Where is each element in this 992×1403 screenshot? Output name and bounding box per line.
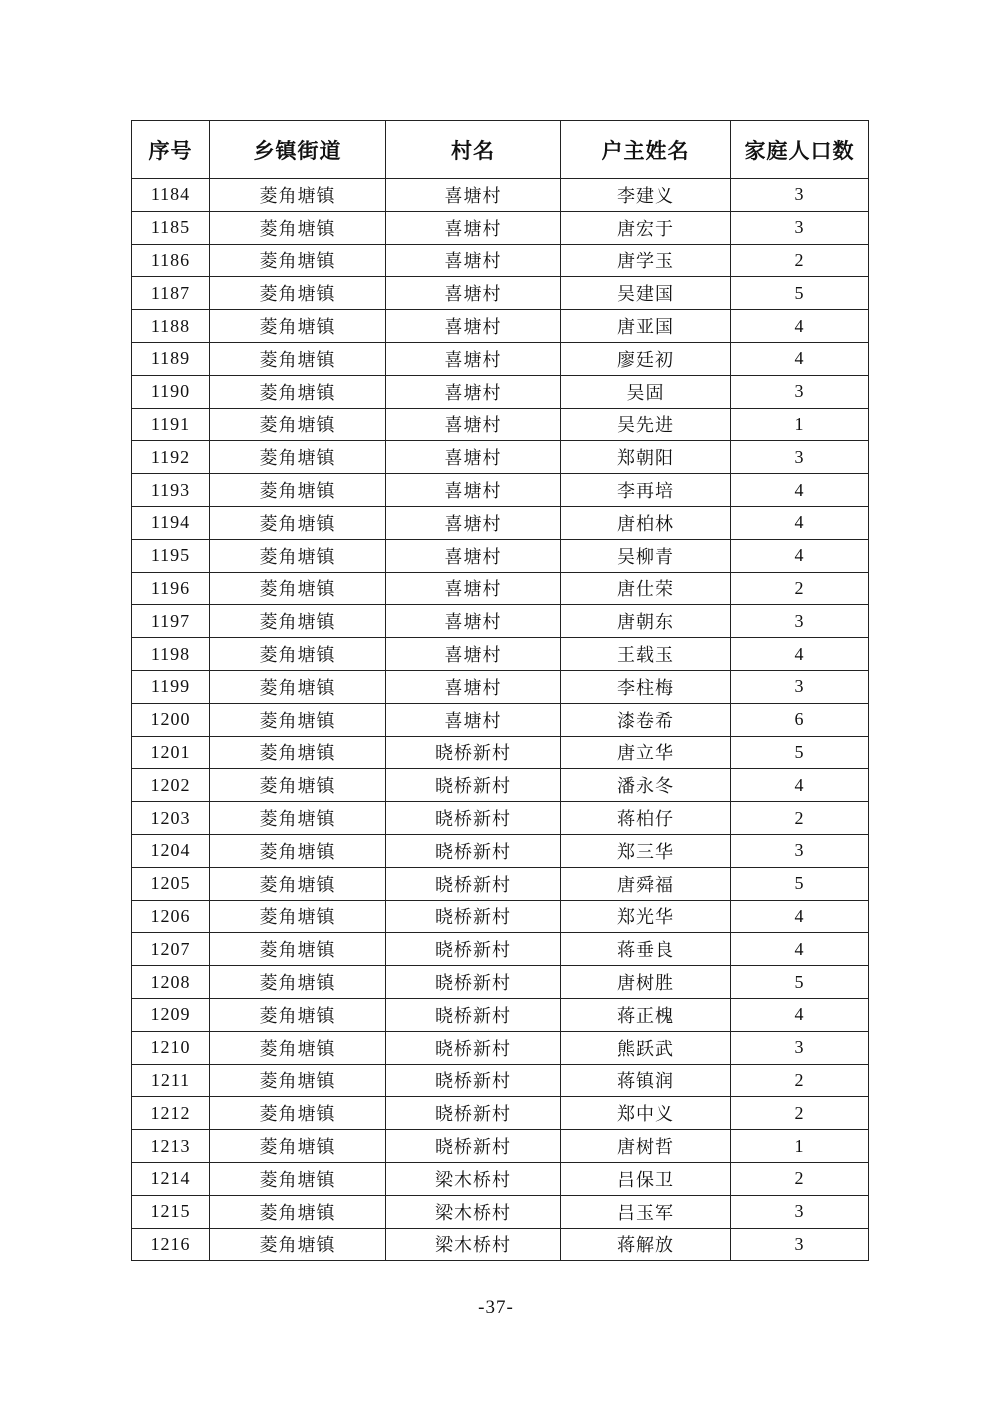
cell-household-head: 唐树胜: [561, 966, 731, 999]
cell-household-size: 4: [731, 506, 869, 539]
table-row: [132, 179, 869, 212]
cell-township: 菱角塘镇: [210, 1228, 386, 1261]
cell-village: 喜塘村: [386, 605, 561, 638]
cell-village: 晓桥新村: [386, 900, 561, 933]
cell-household-head: 吕玉军: [561, 1195, 731, 1228]
cell-village: 梁木桥村: [386, 1195, 561, 1228]
cell-household-size: 5: [731, 277, 869, 310]
cell-township: 菱角塘镇: [210, 211, 386, 244]
table-header-row: [132, 121, 869, 179]
cell-village: 晓桥新村: [386, 1097, 561, 1130]
cell-household-head: 潘永冬: [561, 769, 731, 802]
cell-township: 菱角塘镇: [210, 998, 386, 1031]
table-row: [132, 900, 869, 933]
table-row: [132, 375, 869, 408]
page-number: -37-: [478, 1297, 514, 1318]
cell-serial-number: 1194: [132, 506, 210, 539]
cell-village: 晓桥新村: [386, 1130, 561, 1163]
cell-township: 菱角塘镇: [210, 1195, 386, 1228]
cell-village: 喜塘村: [386, 703, 561, 736]
table-row: [132, 638, 869, 671]
table-row: [132, 769, 869, 802]
table-row: [132, 966, 869, 999]
cell-household-size: 4: [731, 933, 869, 966]
header-serial-number: 序号: [132, 121, 210, 179]
table-row: [132, 1097, 869, 1130]
cell-serial-number: 1188: [132, 310, 210, 343]
cell-household-head: 郑朝阳: [561, 441, 731, 474]
cell-township: 菱角塘镇: [210, 310, 386, 343]
cell-household-size: 4: [731, 310, 869, 343]
cell-household-size: 3: [731, 211, 869, 244]
cell-village: 喜塘村: [386, 638, 561, 671]
table-row: [132, 474, 869, 507]
cell-village: 梁木桥村: [386, 1228, 561, 1261]
cell-township: 菱角塘镇: [210, 342, 386, 375]
cell-household-size: 6: [731, 703, 869, 736]
table-row: [132, 408, 869, 441]
cell-household-head: 唐柏林: [561, 506, 731, 539]
cell-township: 菱角塘镇: [210, 1031, 386, 1064]
table-row: [132, 1130, 869, 1163]
cell-household-size: 3: [731, 179, 869, 212]
cell-household-size: 3: [731, 1031, 869, 1064]
cell-household-size: 4: [731, 900, 869, 933]
cell-village: 喜塘村: [386, 277, 561, 310]
cell-household-head: 吴建国: [561, 277, 731, 310]
cell-township: 菱角塘镇: [210, 867, 386, 900]
cell-household-head: 唐宏于: [561, 211, 731, 244]
cell-household-size: 4: [731, 769, 869, 802]
cell-household-head: 蒋解放: [561, 1228, 731, 1261]
cell-township: 菱角塘镇: [210, 474, 386, 507]
cell-household-head: 蒋垂良: [561, 933, 731, 966]
cell-household-size: 2: [731, 572, 869, 605]
cell-household-head: 王载玉: [561, 638, 731, 671]
cell-household-head: 蒋正槐: [561, 998, 731, 1031]
cell-household-head: 郑光华: [561, 900, 731, 933]
cell-household-head: 蒋柏仔: [561, 802, 731, 835]
cell-township: 菱角塘镇: [210, 1130, 386, 1163]
cell-township: 菱角塘镇: [210, 277, 386, 310]
table-row: [132, 277, 869, 310]
cell-serial-number: 1210: [132, 1031, 210, 1064]
cell-township: 菱角塘镇: [210, 539, 386, 572]
cell-serial-number: 1191: [132, 408, 210, 441]
cell-township: 菱角塘镇: [210, 670, 386, 703]
cell-village: 晓桥新村: [386, 1031, 561, 1064]
cell-township: 菱角塘镇: [210, 900, 386, 933]
cell-household-size: 4: [731, 342, 869, 375]
cell-serial-number: 1212: [132, 1097, 210, 1130]
cell-township: 菱角塘镇: [210, 179, 386, 212]
cell-serial-number: 1196: [132, 572, 210, 605]
header-township: 乡镇街道: [210, 121, 386, 179]
cell-serial-number: 1184: [132, 179, 210, 212]
cell-village: 喜塘村: [386, 211, 561, 244]
cell-serial-number: 1201: [132, 736, 210, 769]
cell-household-head: 唐仕荣: [561, 572, 731, 605]
table-row: [132, 244, 869, 277]
table-row: [132, 802, 869, 835]
cell-household-head: 熊跃武: [561, 1031, 731, 1064]
table-body: [132, 179, 869, 1261]
cell-serial-number: 1211: [132, 1064, 210, 1097]
cell-serial-number: 1193: [132, 474, 210, 507]
cell-township: 菱角塘镇: [210, 1162, 386, 1195]
cell-serial-number: 1214: [132, 1162, 210, 1195]
cell-household-head: 唐立华: [561, 736, 731, 769]
cell-township: 菱角塘镇: [210, 802, 386, 835]
table-row: [132, 1195, 869, 1228]
cell-serial-number: 1207: [132, 933, 210, 966]
cell-household-size: 2: [731, 1162, 869, 1195]
cell-household-head: 吕保卫: [561, 1162, 731, 1195]
cell-serial-number: 1213: [132, 1130, 210, 1163]
cell-serial-number: 1200: [132, 703, 210, 736]
cell-serial-number: 1209: [132, 998, 210, 1031]
cell-household-head: 唐朝东: [561, 605, 731, 638]
cell-township: 菱角塘镇: [210, 375, 386, 408]
cell-serial-number: 1195: [132, 539, 210, 572]
cell-household-size: 3: [731, 375, 869, 408]
cell-household-size: 4: [731, 998, 869, 1031]
cell-household-head: 郑中义: [561, 1097, 731, 1130]
cell-township: 菱角塘镇: [210, 506, 386, 539]
cell-serial-number: 1185: [132, 211, 210, 244]
cell-household-head: 李再培: [561, 474, 731, 507]
cell-household-head: 李建义: [561, 179, 731, 212]
cell-village: 喜塘村: [386, 572, 561, 605]
cell-village: 晓桥新村: [386, 998, 561, 1031]
cell-serial-number: 1197: [132, 605, 210, 638]
cell-household-size: 4: [731, 638, 869, 671]
table-row: [132, 1064, 869, 1097]
cell-township: 菱角塘镇: [210, 736, 386, 769]
cell-serial-number: 1190: [132, 375, 210, 408]
table-row: [132, 211, 869, 244]
cell-serial-number: 1206: [132, 900, 210, 933]
cell-village: 喜塘村: [386, 474, 561, 507]
cell-village: 喜塘村: [386, 342, 561, 375]
cell-township: 菱角塘镇: [210, 703, 386, 736]
cell-township: 菱角塘镇: [210, 769, 386, 802]
cell-township: 菱角塘镇: [210, 572, 386, 605]
cell-village: 喜塘村: [386, 179, 561, 212]
cell-serial-number: 1199: [132, 670, 210, 703]
cell-village: 梁木桥村: [386, 1162, 561, 1195]
table-row: [132, 441, 869, 474]
cell-village: 喜塘村: [386, 244, 561, 277]
cell-household-head: 吴柳青: [561, 539, 731, 572]
table-row: [132, 572, 869, 605]
cell-township: 菱角塘镇: [210, 605, 386, 638]
cell-village: 喜塘村: [386, 408, 561, 441]
cell-household-head: 蒋镇润: [561, 1064, 731, 1097]
cell-household-size: 3: [731, 441, 869, 474]
cell-village: 喜塘村: [386, 506, 561, 539]
cell-township: 菱角塘镇: [210, 638, 386, 671]
cell-household-head: 李柱梅: [561, 670, 731, 703]
cell-village: 晓桥新村: [386, 769, 561, 802]
cell-household-size: 5: [731, 867, 869, 900]
table-row: [132, 834, 869, 867]
header-household-head: 户主姓名: [561, 121, 731, 179]
table-row: [132, 1228, 869, 1261]
cell-village: 晓桥新村: [386, 867, 561, 900]
cell-serial-number: 1192: [132, 441, 210, 474]
table-row: [132, 998, 869, 1031]
cell-village: 晓桥新村: [386, 736, 561, 769]
cell-household-head: 廖廷初: [561, 342, 731, 375]
table-row: [132, 867, 869, 900]
cell-household-size: 1: [731, 1130, 869, 1163]
cell-village: 晓桥新村: [386, 1064, 561, 1097]
table-row: [132, 703, 869, 736]
table-row: [132, 506, 869, 539]
cell-township: 菱角塘镇: [210, 244, 386, 277]
table-row: [132, 1031, 869, 1064]
cell-household-size: 5: [731, 966, 869, 999]
cell-household-head: 吴先进: [561, 408, 731, 441]
cell-serial-number: 1198: [132, 638, 210, 671]
cell-village: 喜塘村: [386, 539, 561, 572]
cell-household-size: 3: [731, 834, 869, 867]
cell-township: 菱角塘镇: [210, 834, 386, 867]
table-row: [132, 736, 869, 769]
table-row: [132, 605, 869, 638]
cell-village: 喜塘村: [386, 375, 561, 408]
cell-household-size: 2: [731, 244, 869, 277]
cell-village: 喜塘村: [386, 310, 561, 343]
cell-household-size: 3: [731, 1195, 869, 1228]
cell-serial-number: 1204: [132, 834, 210, 867]
table-row: [132, 342, 869, 375]
cell-serial-number: 1215: [132, 1195, 210, 1228]
cell-household-size: 2: [731, 1064, 869, 1097]
table-row: [132, 933, 869, 966]
cell-household-head: 唐亚国: [561, 310, 731, 343]
cell-village: 喜塘村: [386, 441, 561, 474]
table-row: [132, 1162, 869, 1195]
cell-household-size: 3: [731, 1228, 869, 1261]
cell-serial-number: 1187: [132, 277, 210, 310]
cell-serial-number: 1216: [132, 1228, 210, 1261]
cell-serial-number: 1203: [132, 802, 210, 835]
cell-household-head: 唐舜福: [561, 867, 731, 900]
table-row: [132, 539, 869, 572]
cell-village: 晓桥新村: [386, 802, 561, 835]
cell-township: 菱角塘镇: [210, 408, 386, 441]
cell-village: 晓桥新村: [386, 933, 561, 966]
cell-village: 晓桥新村: [386, 834, 561, 867]
cell-household-head: 吴固: [561, 375, 731, 408]
cell-township: 菱角塘镇: [210, 441, 386, 474]
cell-village: 喜塘村: [386, 670, 561, 703]
cell-township: 菱角塘镇: [210, 933, 386, 966]
cell-village: 晓桥新村: [386, 966, 561, 999]
cell-household-size: 2: [731, 802, 869, 835]
household-table: [131, 120, 869, 1261]
header-household-size: 家庭人口数: [731, 121, 869, 179]
table-row: [132, 670, 869, 703]
cell-household-head: 漆卷希: [561, 703, 731, 736]
cell-household-size: 1: [731, 408, 869, 441]
cell-household-size: 2: [731, 1097, 869, 1130]
table-row: [132, 310, 869, 343]
cell-township: 菱角塘镇: [210, 1097, 386, 1130]
cell-household-head: 唐树哲: [561, 1130, 731, 1163]
cell-household-size: 4: [731, 474, 869, 507]
header-village: 村名: [386, 121, 561, 179]
cell-township: 菱角塘镇: [210, 966, 386, 999]
cell-household-size: 3: [731, 605, 869, 638]
cell-household-size: 3: [731, 670, 869, 703]
cell-township: 菱角塘镇: [210, 1064, 386, 1097]
cell-serial-number: 1202: [132, 769, 210, 802]
cell-household-size: 5: [731, 736, 869, 769]
cell-household-head: 唐学玉: [561, 244, 731, 277]
cell-serial-number: 1205: [132, 867, 210, 900]
cell-household-size: 4: [731, 539, 869, 572]
cell-serial-number: 1189: [132, 342, 210, 375]
cell-household-head: 郑三华: [561, 834, 731, 867]
cell-serial-number: 1186: [132, 244, 210, 277]
cell-serial-number: 1208: [132, 966, 210, 999]
